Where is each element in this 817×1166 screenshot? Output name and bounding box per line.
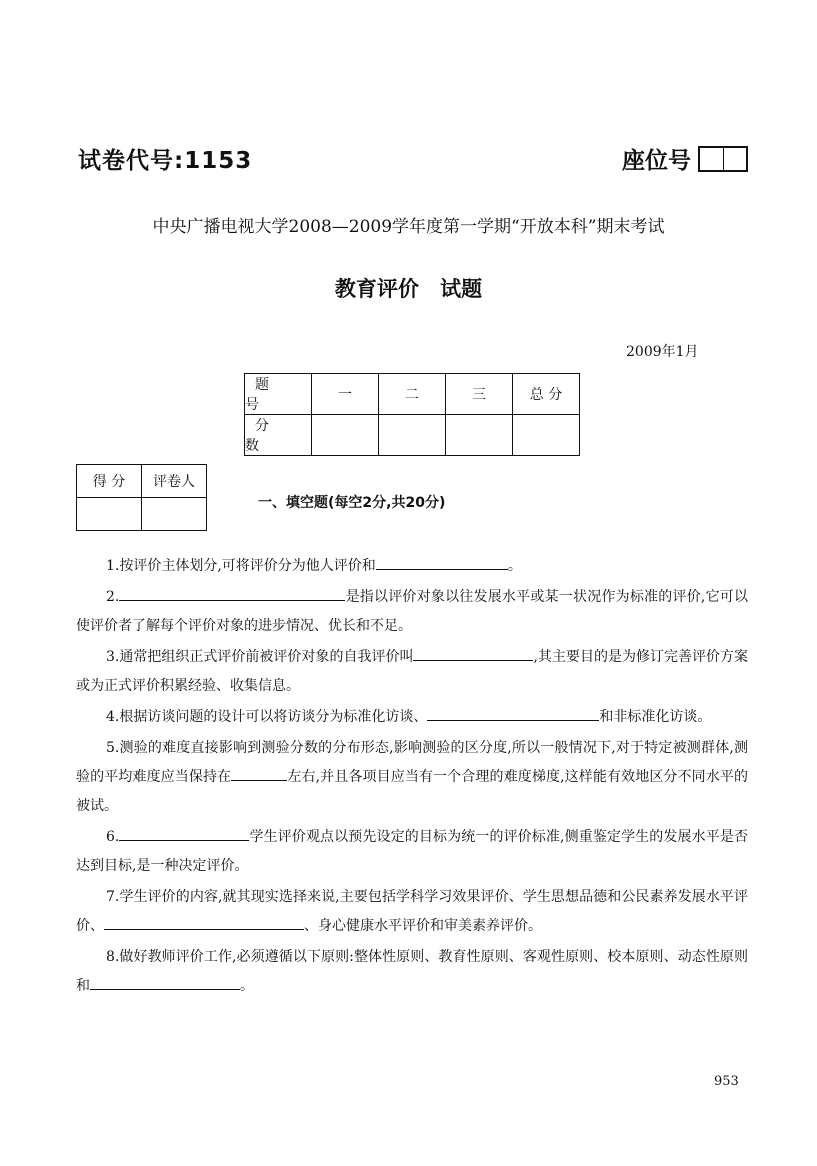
answer-blank (413, 644, 533, 661)
question-text: 。 (240, 978, 254, 994)
grader-table-header-row (77, 465, 207, 498)
score-cell (312, 415, 379, 456)
seat-number-boxes (698, 146, 748, 172)
answer-blank (427, 704, 599, 721)
score-row-label: 分 数 (245, 415, 312, 456)
question-text: 、身心健康水平评价和审美素养评价。 (304, 918, 542, 934)
question-text: 学生评价观点以预先设定的目标为统一的评价标准,侧重鉴定学生的发展水平是否达到目标,是一种决定评价。 (76, 829, 748, 874)
grader-table-empty-row (77, 498, 207, 531)
score-header-cell: 题 号 (245, 374, 312, 415)
grader-table (76, 464, 207, 531)
section-heading: 一、填空题(每空2分,共20分) (258, 495, 446, 511)
grader-header-grader: 评卷人 (142, 465, 207, 498)
grader-header-score: 得 分 (77, 465, 142, 498)
answer-blank (231, 764, 287, 781)
score-header-cell: 三 (446, 374, 513, 415)
question-text: 1.按评价主体划分,可将评价分为他人评价和 (106, 558, 376, 574)
question-text: 是指以评价对象以往发展水平或某一状况作为标准的评价,它可以使评价者了解每个评价对象的进步情况、优长和不足。 (76, 589, 748, 634)
question-item (76, 552, 748, 581)
score-cell (379, 415, 446, 456)
score-header-cell: 一 (312, 374, 379, 415)
score-header-cell: 二 (379, 374, 446, 415)
paper-code: 试卷代号:1153 (78, 148, 253, 174)
answer-blank (119, 584, 345, 601)
question-text: 和非标准化访谈。 (599, 709, 712, 725)
question-text: 8.做好教师评价工作,必须遵循以下原则:整体性原则、教育性原则、客观性原则、校本原则、动态性原则和 (76, 949, 748, 994)
question-text: 。 (507, 558, 522, 574)
question-text: 5.测验的难度直接影响到测验分数的分布形态,影响测验的区分度,所以一般情况下,对于特定被测群体,测验的平均难度应当保持在 (76, 740, 748, 785)
score-cell (513, 415, 580, 456)
seat-label: 座位号 (622, 148, 691, 174)
exam-date: 2009年1月 (626, 344, 699, 360)
question-item (76, 583, 748, 641)
grader-score-cell (77, 498, 142, 531)
seat-box-cell (700, 148, 724, 170)
question-item (76, 823, 748, 881)
score-table-header-row (245, 374, 580, 415)
answer-blank (119, 824, 249, 841)
question-text: ,其主要目的是为修订完善评价方案或为正式评价积累经验、收集信息。 (76, 649, 748, 694)
answer-blank (90, 973, 240, 990)
question-item (76, 703, 748, 732)
score-table-score-row (245, 415, 580, 456)
answer-blank (104, 913, 304, 930)
question-text: 左右,并且各项目应当有一个合理的难度梯度,这样能有效地区分不同水平的被试。 (76, 769, 748, 814)
question-text: 2. (106, 589, 120, 605)
question-text: 7.学生评价的内容,就其现实选择来说,主要包括学科学习效果评价、学生思想品德和公民素养发展水平评价、 (76, 889, 748, 934)
seat-box-cell (724, 148, 747, 170)
question-item (76, 643, 748, 701)
score-table (244, 373, 580, 456)
grader-name-cell (142, 498, 207, 531)
question-text: 6. (106, 829, 120, 845)
page-number: 953 (714, 1074, 739, 1089)
question-text: 3.通常把组织正式评价前被评价对象的自我评价叫 (106, 649, 414, 665)
score-cell (446, 415, 513, 456)
exam-header: 中央广播电视大学2008—2009学年度第一学期“开放本科”期末考试 (152, 217, 665, 237)
score-header-cell: 总 分 (513, 374, 580, 415)
question-text: 4.根据访谈问题的设计可以将访谈分为标准化访谈、 (106, 709, 428, 725)
exam-title: 教育评价 试题 (334, 277, 483, 301)
answer-blank (376, 553, 508, 570)
question-list (76, 552, 748, 1003)
question-item (76, 734, 748, 821)
question-item (76, 943, 748, 1001)
question-item (76, 883, 748, 941)
